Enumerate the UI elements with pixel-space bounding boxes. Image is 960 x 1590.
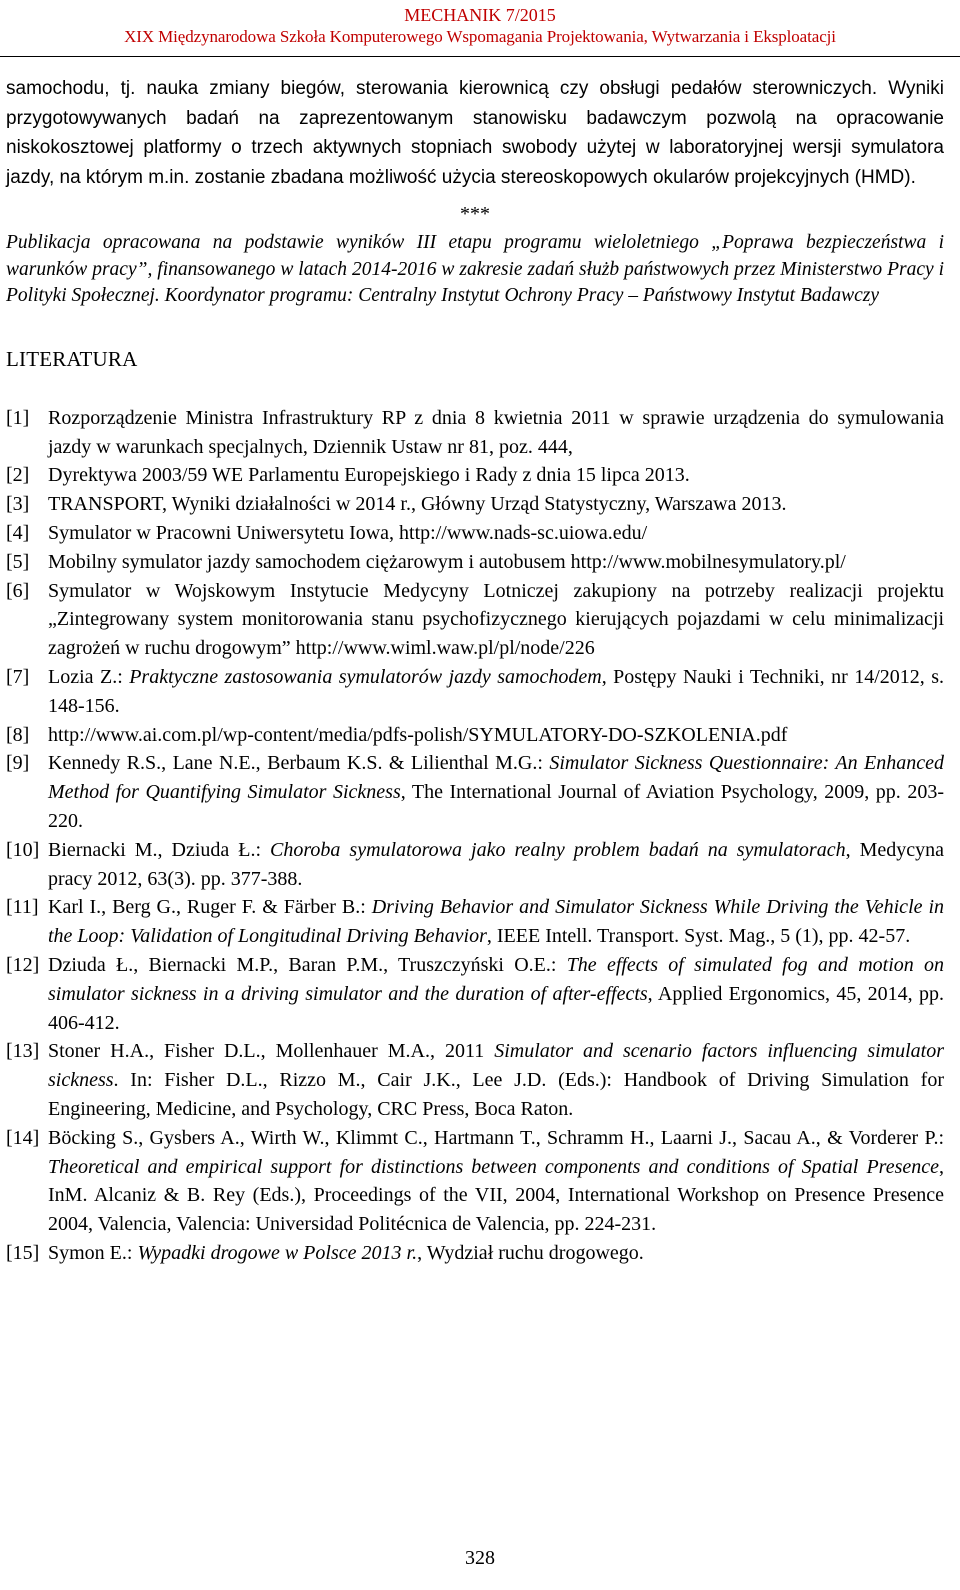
intro-paragraph: samochodu, tj. nauka zmiany biegów, sterowania kierownicą czy obsługi pedałów sterowniczych. Wyniki przygotowywanych badań na zaprezentowanym stanowisku badawczym pozwolą na opracowanie niskokosztowej platformy o trzech aktywnych stopniach swobody użytej w laboratoryjnej wersji symulatora jazdy, na którym m.in. zostanie zbadana możliwość użycia stereoskopowych okularów projekcyjnych (HMD). — [6, 78, 944, 188]
reference-text — [48, 893, 944, 951]
reference-text — [48, 951, 944, 1037]
reference-segment: Biernacki M., Dziuda Ł.: — [48, 838, 271, 861]
reference-segment: , InM. Alcaniz & B. Rey (Eds.), Proceedings of the VII, 2004, International Workshop on Presence Presence 2004, Valencia, Valencia: Universidad Politécnica de Valencia, pp. 224-231. — [48, 1155, 944, 1236]
page-header — [0, 4, 960, 48]
reference-title: Simulator and scenario factors influencing simulator sickness — [48, 1040, 944, 1092]
reference-item — [6, 749, 944, 835]
reference-text — [48, 749, 944, 835]
reference-segment: TRANSPORT, Wyniki działalności w 2014 r., Główny Urząd Statystyczny, Warszawa 2013. — [48, 493, 787, 516]
reference-segment: Rozporządzenie Ministra Infrastruktury RP z dnia 8 kwietnia 2011 w sprawie urządzenia do symulowania jazdy w warunkach specjalnych, Dziennik Ustaw nr 81, poz. 444, — [48, 406, 944, 458]
reference-text — [48, 836, 944, 894]
reference-segment: Dyrektywa 2003/59 WE Parlamentu Europejskiego i Rady z dnia 15 lipca 2013. — [48, 464, 690, 487]
reference-number: [7] — [6, 666, 30, 689]
reference-title: Theoretical and empirical support for distinctions between components and conditions of Spatial Presence — [48, 1155, 939, 1178]
reference-title: Praktyczne zastosowania symulatorów jazdy samochodem — [129, 666, 602, 689]
reference-number: [2] — [6, 464, 30, 487]
reference-segment: Symulator w Pracowni Uniwersytetu Iowa, http://www.nads-sc.uiowa.edu/ — [48, 522, 648, 545]
reference-item — [6, 951, 944, 1037]
reference-number: [6] — [6, 579, 30, 602]
reference-segment: , Applied Ergonomics, 45, 2014, pp. 406-412. — [48, 982, 945, 1034]
reference-text — [48, 577, 944, 663]
header-divider — [0, 56, 960, 57]
reference-number: [11] — [6, 896, 39, 919]
page-body — [6, 74, 944, 1268]
reference-segment: , Postępy Nauki i Techniki, nr 14/2012, s. 148-156. — [48, 666, 944, 717]
reference-number: [14] — [6, 1126, 40, 1149]
reference-number: [5] — [6, 550, 30, 573]
reference-number: [4] — [6, 522, 30, 545]
reference-item — [6, 1037, 944, 1123]
reference-number: [9] — [6, 752, 30, 775]
reference-item — [6, 721, 944, 750]
reference-title: Wypadki drogowe w Polsce 2013 r. — [137, 1241, 418, 1264]
section-separator: *** — [460, 203, 490, 226]
reference-text — [48, 404, 944, 462]
reference-title: The effects of simulated fog and motion on simulator sickness in a driving simulator and the duration of after-effects — [48, 954, 945, 1005]
reference-number: [12] — [6, 954, 40, 977]
funding-note: Publikacja opracowana na podstawie wyników III etapu programu wieloletniego „Poprawa bezpieczeństwa i warunków pracy”, finansowanego w latach 2014-2016 w zakresie zadań służb państwowych przez Ministerstwo Pracy i Polityki Społecznej. Koordynator programu: Centralny Instytut Ochrony Pracy – Państwowy Instytut Badawczy — [6, 232, 944, 307]
reference-item — [6, 519, 944, 548]
reference-number: [15] — [6, 1241, 40, 1264]
reference-segment: Karl I., Berg G., Ruger F. & Färber B.: — [48, 896, 372, 919]
reference-segment: http://www.ai.com.pl/wp-content/media/pdfs-polish/SYMULATORY-DO-SZKOLENIA.pdf — [48, 723, 788, 746]
reference-item — [6, 1124, 944, 1239]
reference-item — [6, 461, 944, 490]
reference-text — [48, 1037, 944, 1123]
journal-title: MECHANIK 7/2015 — [404, 5, 556, 25]
reference-item — [6, 548, 944, 577]
reference-text — [48, 519, 944, 548]
reference-segment: Lozia Z.: — [48, 666, 130, 689]
reference-item — [6, 490, 944, 519]
reference-item — [6, 836, 944, 894]
reference-segment: . In: Fisher D.L., Rizzo M., Cair J.K., Lee J.D. (Eds.): Handbook of Driving Simulation for Engineering, Medicine, and Psychology, CRC Press, Boca Raton. — [48, 1069, 944, 1120]
reference-segment: Symulator w Wojskowym Instytucie Medycyny Lotniczej zakupiony na potrzeby realizacji projektu „Zintegrowany system monitorowania stanu psychofizycznego kierujących pojazdami w celu minimalizacji zagrożeń w ruchu drogowym” http://www.wiml.waw.pl/pl/node/226 — [48, 579, 944, 660]
reference-text — [48, 663, 944, 721]
literature-heading: LITERATURA — [6, 346, 138, 371]
reference-list — [6, 404, 944, 1268]
reference-number: [8] — [6, 723, 30, 746]
reference-segment: Kennedy R.S., Lane N.E., Berbaum K.S. & Lilienthal M.G.: — [48, 752, 550, 775]
reference-title: Driving Behavior and Simulator Sickness While Driving the Vehicle in the Loop: Validation of Longitudinal Driving Behavior — [48, 896, 944, 948]
reference-item — [6, 663, 944, 721]
reference-text — [48, 490, 944, 519]
reference-segment: , The International Journal of Aviation Psychology, 2009, pp. 203-220. — [48, 781, 944, 833]
reference-title: Choroba symulatorowa jako realny problem badań na symulatorach — [270, 838, 846, 861]
reference-segment: , Wydział ruchu drogowego. — [417, 1241, 644, 1264]
reference-text — [48, 1239, 944, 1268]
reference-item — [6, 1239, 944, 1268]
reference-text — [48, 1124, 944, 1239]
reference-segment: , Medycyna pracy 2012, 63(3). pp. 377-388. — [48, 838, 944, 890]
reference-segment: Böcking S., Gysbers A., Wirth W., Klimmt C., Hartmann T., Schramm H., Laarni J., Sacau A., & Vorderer P.: — [48, 1126, 944, 1149]
reference-item — [6, 577, 944, 663]
reference-text — [48, 461, 944, 490]
reference-item — [6, 404, 944, 462]
conference-title: XIX Międzynarodowa Szkoła Komputerowego Wspomagania Projektowania, Wytwarzania i Eksploatacji — [124, 27, 836, 46]
page-number: 328 — [465, 1547, 495, 1569]
reference-text — [48, 548, 944, 577]
reference-number: [1] — [6, 406, 30, 429]
reference-number: [10] — [6, 838, 40, 861]
reference-segment: Symon E.: — [48, 1241, 138, 1264]
reference-item — [6, 893, 944, 951]
reference-segment: Mobilny symulator jazdy samochodem ciężarowym i autobusem http://www.mobilnesymulatory.pl/ — [48, 550, 846, 573]
reference-title: Simulator Sickness Questionnaire: An Enhanced Method for Quantifying Simulator Sickness — [48, 752, 945, 804]
reference-segment: Dziuda Ł., Biernacki M.P., Baran P.M., Truszczyński O.E.: — [48, 954, 567, 977]
reference-text — [48, 721, 944, 750]
reference-number: [13] — [6, 1040, 40, 1063]
reference-segment: Stoner H.A., Fisher D.L., Mollenhauer M.A., 2011 — [48, 1040, 495, 1063]
reference-segment: , IEEE Intell. Transport. Syst. Mag., 5 (1), pp. 42-57. — [486, 925, 911, 948]
reference-number: [3] — [6, 493, 30, 516]
